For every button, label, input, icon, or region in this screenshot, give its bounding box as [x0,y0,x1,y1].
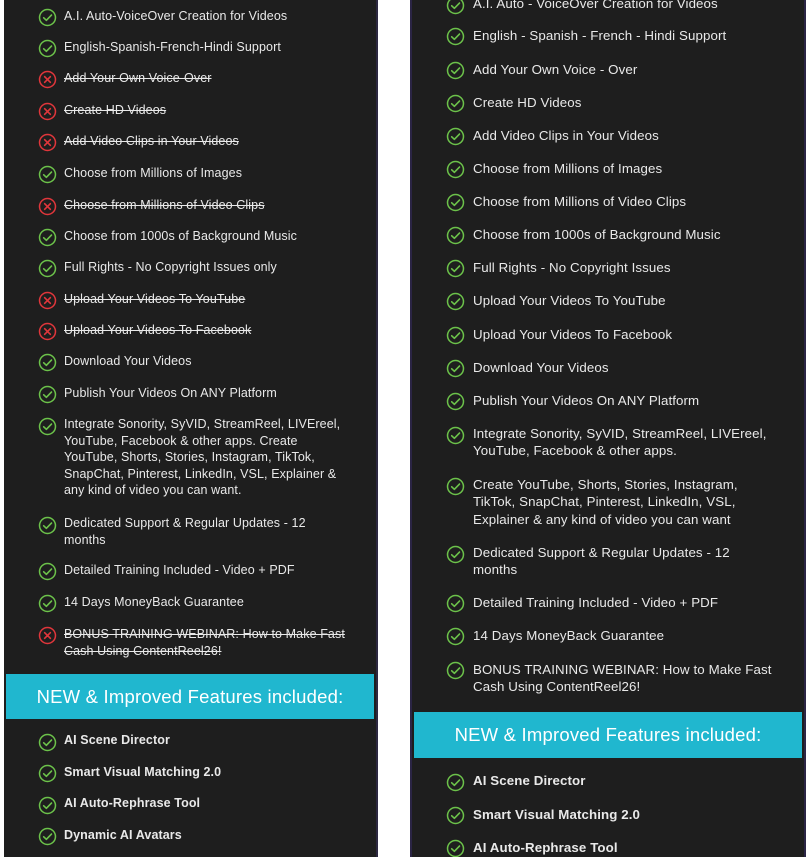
feature-label: AI Scene Director [64,733,170,747]
comparison-column-left [4,0,378,857]
circle-check-icon [38,516,57,535]
new-features-banner: NEW & Improved Features included: [6,674,374,719]
feature-label: AI Auto-Rephrase Tool [473,840,618,855]
feature-label: Add Your Own Voice-Over [64,71,212,85]
circle-check-icon [446,94,465,113]
circle-check-icon [446,292,465,311]
circle-check-icon [446,193,465,212]
feature-label: A.I. Auto-VoiceOver Creation for Videos [64,9,288,23]
circle-check-icon [446,61,465,80]
circle-check-icon [38,353,57,372]
feature-label: Upload Your Videos To YouTube [64,292,246,306]
feature-label: BONUS TRAINING WEBINAR: How to Make Fast Cash Using ContentReel26! [473,662,772,695]
circle-check-icon [38,39,57,58]
circle-check-icon [446,594,465,613]
circle-check-icon [446,326,465,345]
circle-check-icon [38,562,57,581]
feature-label: Upload Your Videos To Facebook [473,327,673,342]
feature-label: Publish Your Videos On ANY Platform [473,393,700,408]
comparison-column-right [410,0,806,857]
circle-x-icon [38,133,57,152]
feature-label: Download Your Videos [473,360,609,375]
circle-x-icon [38,626,57,645]
feature-label: Full Rights - No Copyright Issues [473,260,671,275]
feature-label: Upload Your Videos To Facebook [64,323,252,337]
feature-label: Dedicated Support & Regular Updates - 12 months [64,516,306,547]
circle-check-icon [38,8,57,27]
feature-label: 14 Days MoneyBack Guarantee [473,628,665,643]
circle-check-icon [38,259,57,278]
circle-check-icon [446,259,465,278]
feature-label: Detailed Training Included - Video + PDF [473,595,719,610]
feature-label: 14 Days MoneyBack Guarantee [64,595,244,609]
feature-label: Smart Visual Matching 2.0 [64,765,222,779]
feature-label: Choose from 1000s of Background Music [64,229,297,243]
circle-check-icon [446,0,465,15]
circle-check-icon [38,827,57,846]
new-features-banner: NEW & Improved Features included: [414,712,802,758]
feature-label: Create HD Videos [64,103,167,117]
circle-check-icon [446,806,465,825]
feature-label: Choose from Millions of Video Clips [473,194,687,209]
feature-label: Upload Your Videos To YouTube [473,293,666,308]
circle-check-icon [446,127,465,146]
feature-label: Full Rights - No Copyright Issues only [64,260,277,274]
feature-label: Create HD Videos [473,95,582,110]
feature-label: Choose from 1000s of Background Music [473,227,721,242]
circle-check-icon [38,385,57,404]
feature-label: Add Video Clips in Your Videos [64,134,239,148]
feature-label: BONUS TRAINING WEBINAR: How to Make Fast Cash Using ContentReel26! [64,627,345,658]
feature-label: Integrate Sonority, SyVID, StreamReel, LIVEreel, YouTube, Facebook & other apps. Create YouTube, Shorts, Stories, Instagram, TikTok, SnapChat, Pinterest, LinkedIn, VSL, Explainer & any kind of video you can want. [64,417,341,497]
circle-check-icon [446,392,465,411]
feature-label: Choose from Millions of Images [64,166,243,180]
circle-check-icon [38,594,57,613]
feature-label: AI Auto-Rephrase Tool [64,796,201,810]
feature-label: Add Your Own Voice - Over [473,62,638,77]
feature-label: English - Spanish - French - Hindi Support [473,28,727,43]
circle-check-icon [446,773,465,792]
circle-check-icon [446,661,465,680]
feature-label: Smart Visual Matching 2.0 [473,807,641,822]
circle-check-icon [38,796,57,815]
circle-x-icon [38,197,57,216]
circle-check-icon [38,733,57,752]
circle-check-icon [446,160,465,179]
feature-label: Integrate Sonority, SyVID, StreamReel, LIVEreel, YouTube, Facebook & other apps. [473,426,767,459]
circle-check-icon [38,228,57,247]
circle-check-icon [446,426,465,445]
feature-label: Create YouTube, Shorts, Stories, Instagram, TikTok, SnapChat, Pinterest, LinkedIn, VSL, Explainer & any kind of video you can want [473,477,738,527]
circle-check-icon [446,226,465,245]
feature-label: Add Video Clips in Your Videos [473,128,659,143]
circle-check-icon [38,417,57,436]
circle-x-icon [38,322,57,341]
circle-check-icon [446,359,465,378]
circle-x-icon [38,291,57,310]
circle-check-icon [446,839,465,857]
feature-label: Dynamic AI Avatars [64,828,182,842]
circle-check-icon [446,27,465,46]
feature-label: A.I. Auto - VoiceOver Creation for Videos [473,0,718,11]
circle-check-icon [38,165,57,184]
feature-label: Choose from Millions of Video Clips [64,198,265,212]
feature-label: Publish Your Videos On ANY Platform [64,386,277,400]
circle-check-icon [38,764,57,783]
feature-label: English-Spanish-French-Hindi Support [64,40,281,54]
circle-check-icon [446,545,465,564]
circle-x-icon [38,102,57,121]
feature-label: Choose from Millions of Images [473,161,663,176]
feature-label: AI Scene Director [473,773,586,788]
feature-label: Detailed Training Included - Video + PDF [64,563,295,577]
feature-label: Download Your Videos [64,354,192,368]
circle-check-icon [446,477,465,496]
circle-x-icon [38,70,57,89]
circle-check-icon [446,627,465,646]
feature-label: Dedicated Support & Regular Updates - 12 months [473,545,730,578]
